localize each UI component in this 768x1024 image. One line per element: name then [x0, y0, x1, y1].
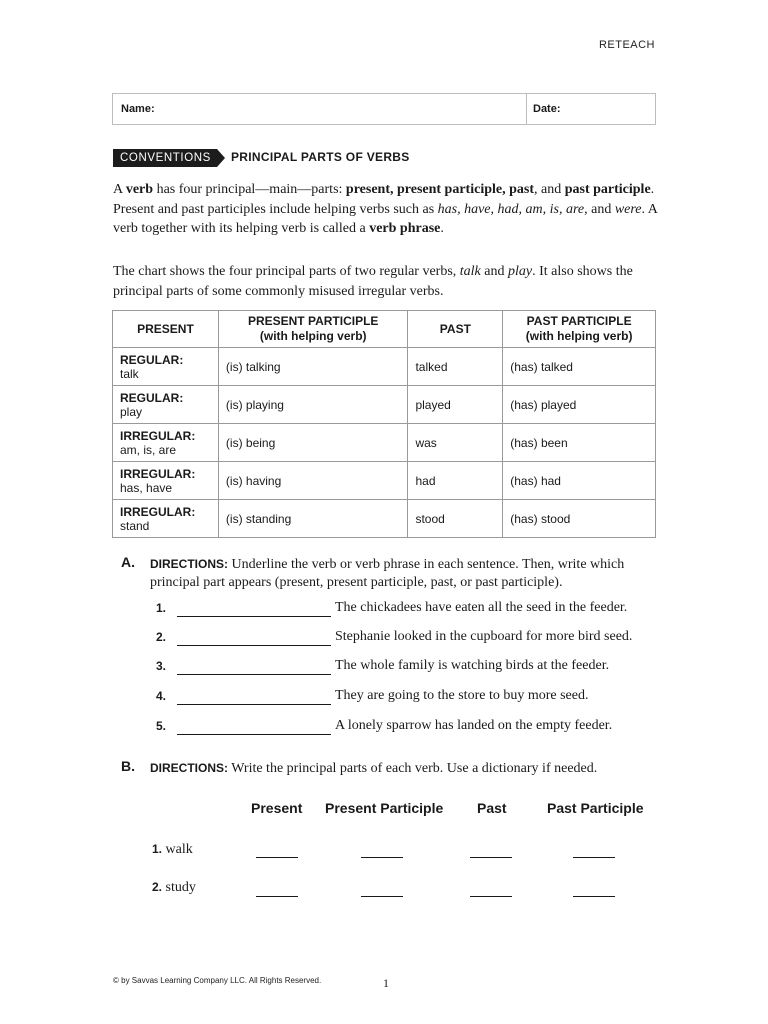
item-number: 1.: [156, 601, 167, 615]
cell-past: had: [408, 462, 503, 500]
cell-present: IRREGULAR: stand: [113, 500, 219, 538]
table-row: [113, 348, 656, 386]
past-blank[interactable]: [470, 857, 512, 858]
answer-blank[interactable]: [177, 674, 331, 675]
column-past: Past: [477, 800, 507, 816]
cell-present-participle: (is) standing: [218, 500, 408, 538]
name-date-divider: [526, 94, 527, 124]
name-label: Name:: [121, 103, 155, 115]
cell-past-participle: (has) had: [503, 462, 656, 500]
verb-item: 2. study: [152, 880, 196, 895]
present-participle-blank[interactable]: [361, 896, 403, 897]
cell-present: REGULAR: talk: [113, 348, 219, 386]
reteach-label: RETEACH: [598, 39, 655, 51]
cell-past-participle: (has) played: [503, 386, 656, 424]
item-sentence: They are going to the store to buy more seed.: [335, 688, 589, 703]
cell-present-participle: (is) playing: [218, 386, 408, 424]
page-number: 1: [383, 976, 389, 990]
conventions-tag-arrow: [217, 149, 225, 167]
column-past-participle: Past Participle: [547, 800, 644, 816]
principal-parts-table: [112, 310, 656, 538]
table-header-row: [113, 311, 656, 348]
cell-past: was: [408, 424, 503, 462]
table-row: [113, 500, 656, 538]
item-number: 3.: [156, 659, 167, 673]
item-sentence: The whole family is watching birds at the feeder.: [335, 658, 610, 673]
conventions-tag: CONVENTIONS: [113, 149, 217, 167]
header-present-participle: PRESENT PARTICIPLE (with helping verb): [218, 311, 408, 348]
item-sentence: A lonely sparrow has landed on the empty feeder.: [335, 718, 613, 733]
intro-paragraph-2: The chart shows the four principal parts of two regular verbs, talk and play. It also shows the principal parts of some commonly misused irregular verbs.: [113, 264, 633, 299]
cell-present: IRREGULAR: am, is, are: [113, 424, 219, 462]
cell-present: IRREGULAR: has, have: [113, 462, 219, 500]
past-blank[interactable]: [470, 896, 512, 897]
answer-blank[interactable]: [177, 734, 331, 735]
section-title: PRINCIPAL PARTS OF VERBS: [231, 150, 410, 164]
cell-present: REGULAR: play: [113, 386, 219, 424]
answer-blank[interactable]: [177, 704, 331, 705]
date-label: Date:: [533, 103, 561, 115]
item-sentence: Stephanie looked in the cupboard for more bird seed.: [335, 629, 633, 644]
cell-past-participle: (has) talked: [503, 348, 656, 386]
past-participle-blank[interactable]: [573, 857, 615, 858]
cell-present-participle: (is) being: [218, 424, 408, 462]
item-number: 5.: [156, 719, 167, 733]
section-b-directions: DIRECTIONS: Write the principal parts of each verb. Use a dictionary if needed.: [150, 761, 598, 776]
cell-past: played: [408, 386, 503, 424]
column-present: Present: [251, 800, 303, 816]
cell-past: stood: [408, 500, 503, 538]
item-sentence: The chickadees have eaten all the seed in the feeder.: [335, 600, 628, 615]
header-past: PAST: [408, 311, 503, 348]
section-a-letter: A.: [121, 554, 135, 570]
cell-past-participle: (has) stood: [503, 500, 656, 538]
table-row: [113, 424, 656, 462]
section-b-letter: B.: [121, 758, 135, 774]
past-participle-blank[interactable]: [573, 896, 615, 897]
cell-present-participle: (is) talking: [218, 348, 408, 386]
item-number: 4.: [156, 689, 167, 703]
answer-blank[interactable]: [177, 645, 331, 646]
verb-item: 1. walk: [152, 842, 193, 857]
answer-blank[interactable]: [177, 616, 331, 617]
column-present-participle: Present Participle: [325, 800, 444, 816]
copyright-notice: © by Savvas Learning Company LLC. All Rights Reserved.: [113, 976, 322, 985]
present-blank[interactable]: [256, 857, 298, 858]
present-blank[interactable]: [256, 896, 298, 897]
cell-past-participle: (has) been: [503, 424, 656, 462]
item-number: 2.: [156, 630, 167, 644]
table-row: [113, 386, 656, 424]
cell-past: talked: [408, 348, 503, 386]
present-participle-blank[interactable]: [361, 857, 403, 858]
header-past-participle: PAST PARTICIPLE (with helping verb): [503, 311, 656, 348]
header-present: PRESENT: [113, 311, 219, 348]
cell-present-participle: (is) having: [218, 462, 408, 500]
intro-paragraph-1: A verb has four principal—main—parts: present, present participle, past, and past participle. Present and past participles include helping verbs such as has, have, had, am, is, are, and were. A verb together with its helping verb is called a verb phrase.: [113, 182, 658, 236]
name-date-box: [112, 93, 656, 125]
table-row: [113, 462, 656, 500]
section-a-directions: DIRECTIONS: Underline the verb or verb phrase in each sentence. Then, write which principal part appears (present, present participle, past, or past participle).: [150, 557, 625, 590]
